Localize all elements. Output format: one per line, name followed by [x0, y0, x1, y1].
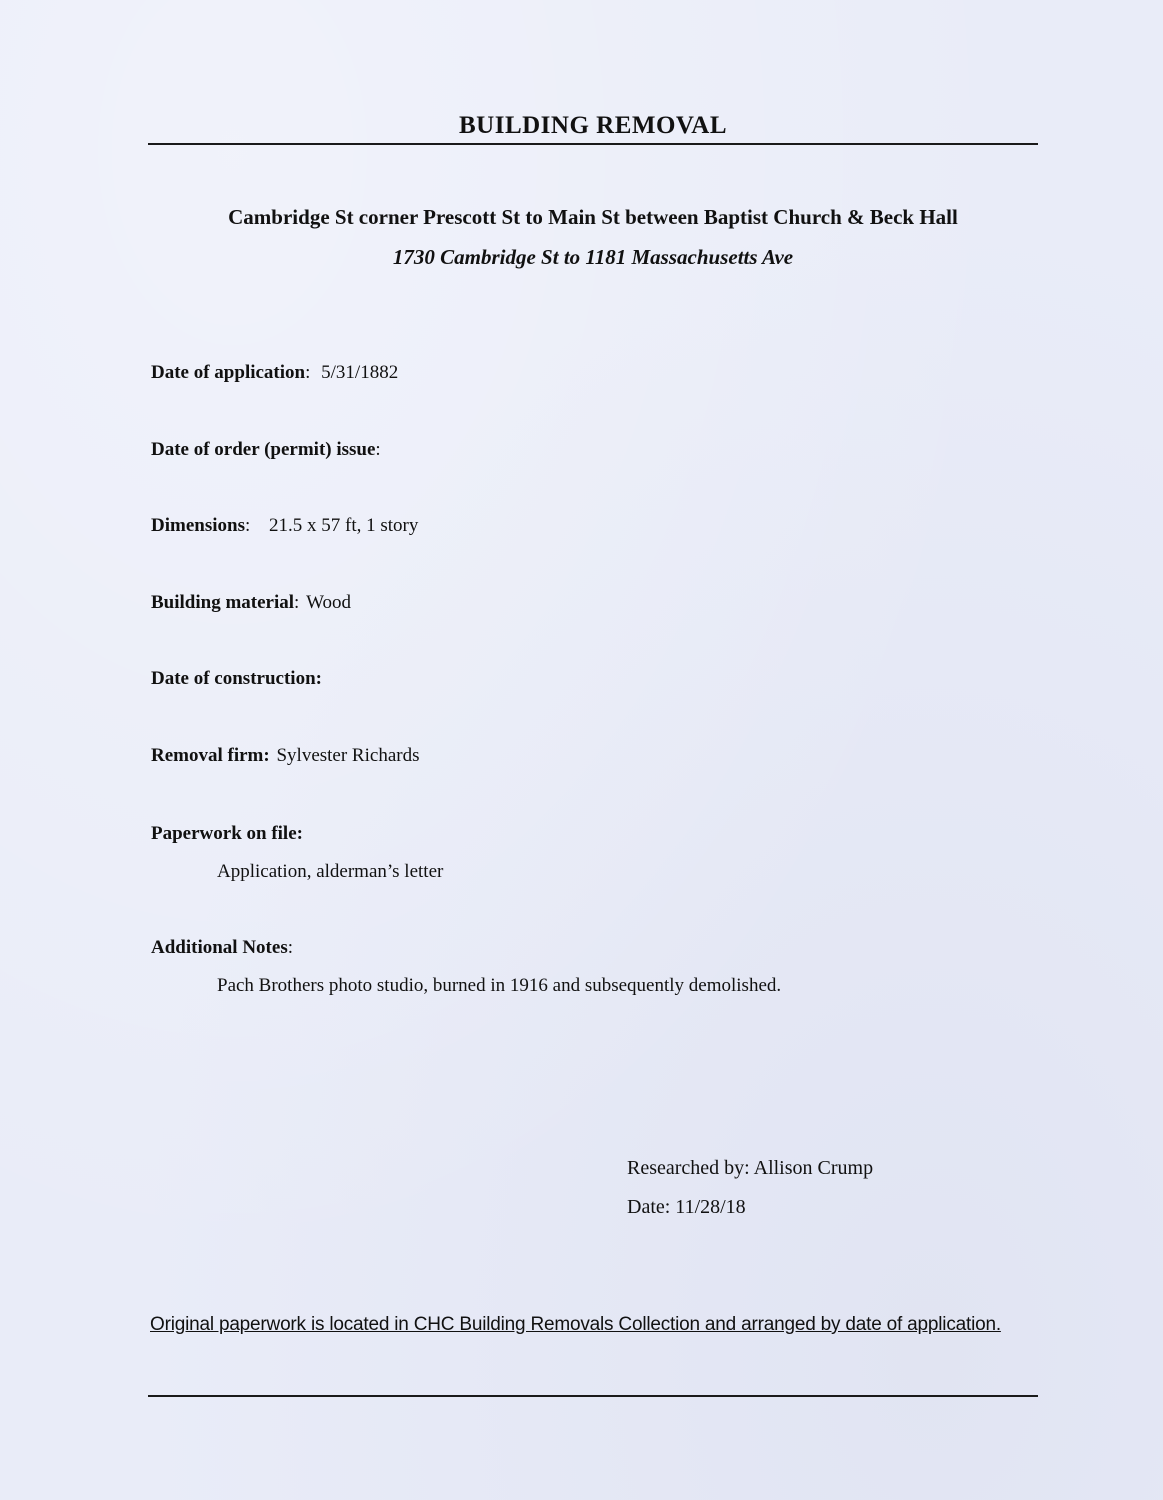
field-colon: :	[294, 592, 300, 613]
footer-rule	[148, 1395, 1038, 1397]
field-label: Removal firm:	[151, 745, 270, 766]
field-label: Date of application	[151, 362, 306, 383]
field-additional-notes	[151, 937, 293, 959]
footer-note: Original paperwork is located in CHC Building Removals Collection and arranged by date of application.	[150, 1314, 1001, 1335]
field-label: Building material	[151, 592, 295, 613]
field-date-of-permit	[151, 439, 387, 461]
field-date-of-application	[151, 362, 398, 384]
paperwork-value: Application, alderman’s letter	[217, 861, 444, 882]
field-date-of-construction	[151, 668, 328, 690]
field-dimensions	[151, 515, 418, 537]
field-paperwork	[151, 823, 303, 845]
field-colon: :	[244, 515, 251, 536]
research-date: Date: 11/28/18	[627, 1196, 746, 1218]
title-underline	[148, 143, 1038, 145]
field-label: Date of order (permit) issue	[151, 439, 376, 460]
page-title: BUILDING REMOVAL	[459, 112, 727, 139]
field-value: Sylvester Richards	[276, 745, 420, 766]
field-building-material	[151, 592, 351, 614]
field-colon: :	[375, 439, 381, 460]
field-colon: :	[305, 362, 311, 383]
notes-value: Pach Brothers photo studio, burned in 1916 and subsequently demolished.	[217, 975, 782, 996]
location-heading: Cambridge St corner Prescott St to Main St between Baptist Church & Beck Hall	[228, 205, 958, 229]
field-value: Wood	[306, 592, 351, 613]
field-value: 5/31/1882	[321, 362, 399, 383]
field-value: 21.5 x 57 ft, 1 story	[269, 515, 419, 536]
address-heading: 1730 Cambridge St to 1181 Massachusetts Ave	[392, 245, 794, 269]
field-label: Dimensions	[151, 515, 245, 536]
field-removal-firm	[151, 745, 419, 767]
field-label: Additional Notes	[151, 937, 288, 958]
field-label: Paperwork on file:	[151, 823, 303, 844]
researched-by: Researched by: Allison Crump	[627, 1157, 874, 1179]
field-label: Date of construction:	[151, 668, 322, 689]
field-colon: :	[287, 937, 293, 958]
